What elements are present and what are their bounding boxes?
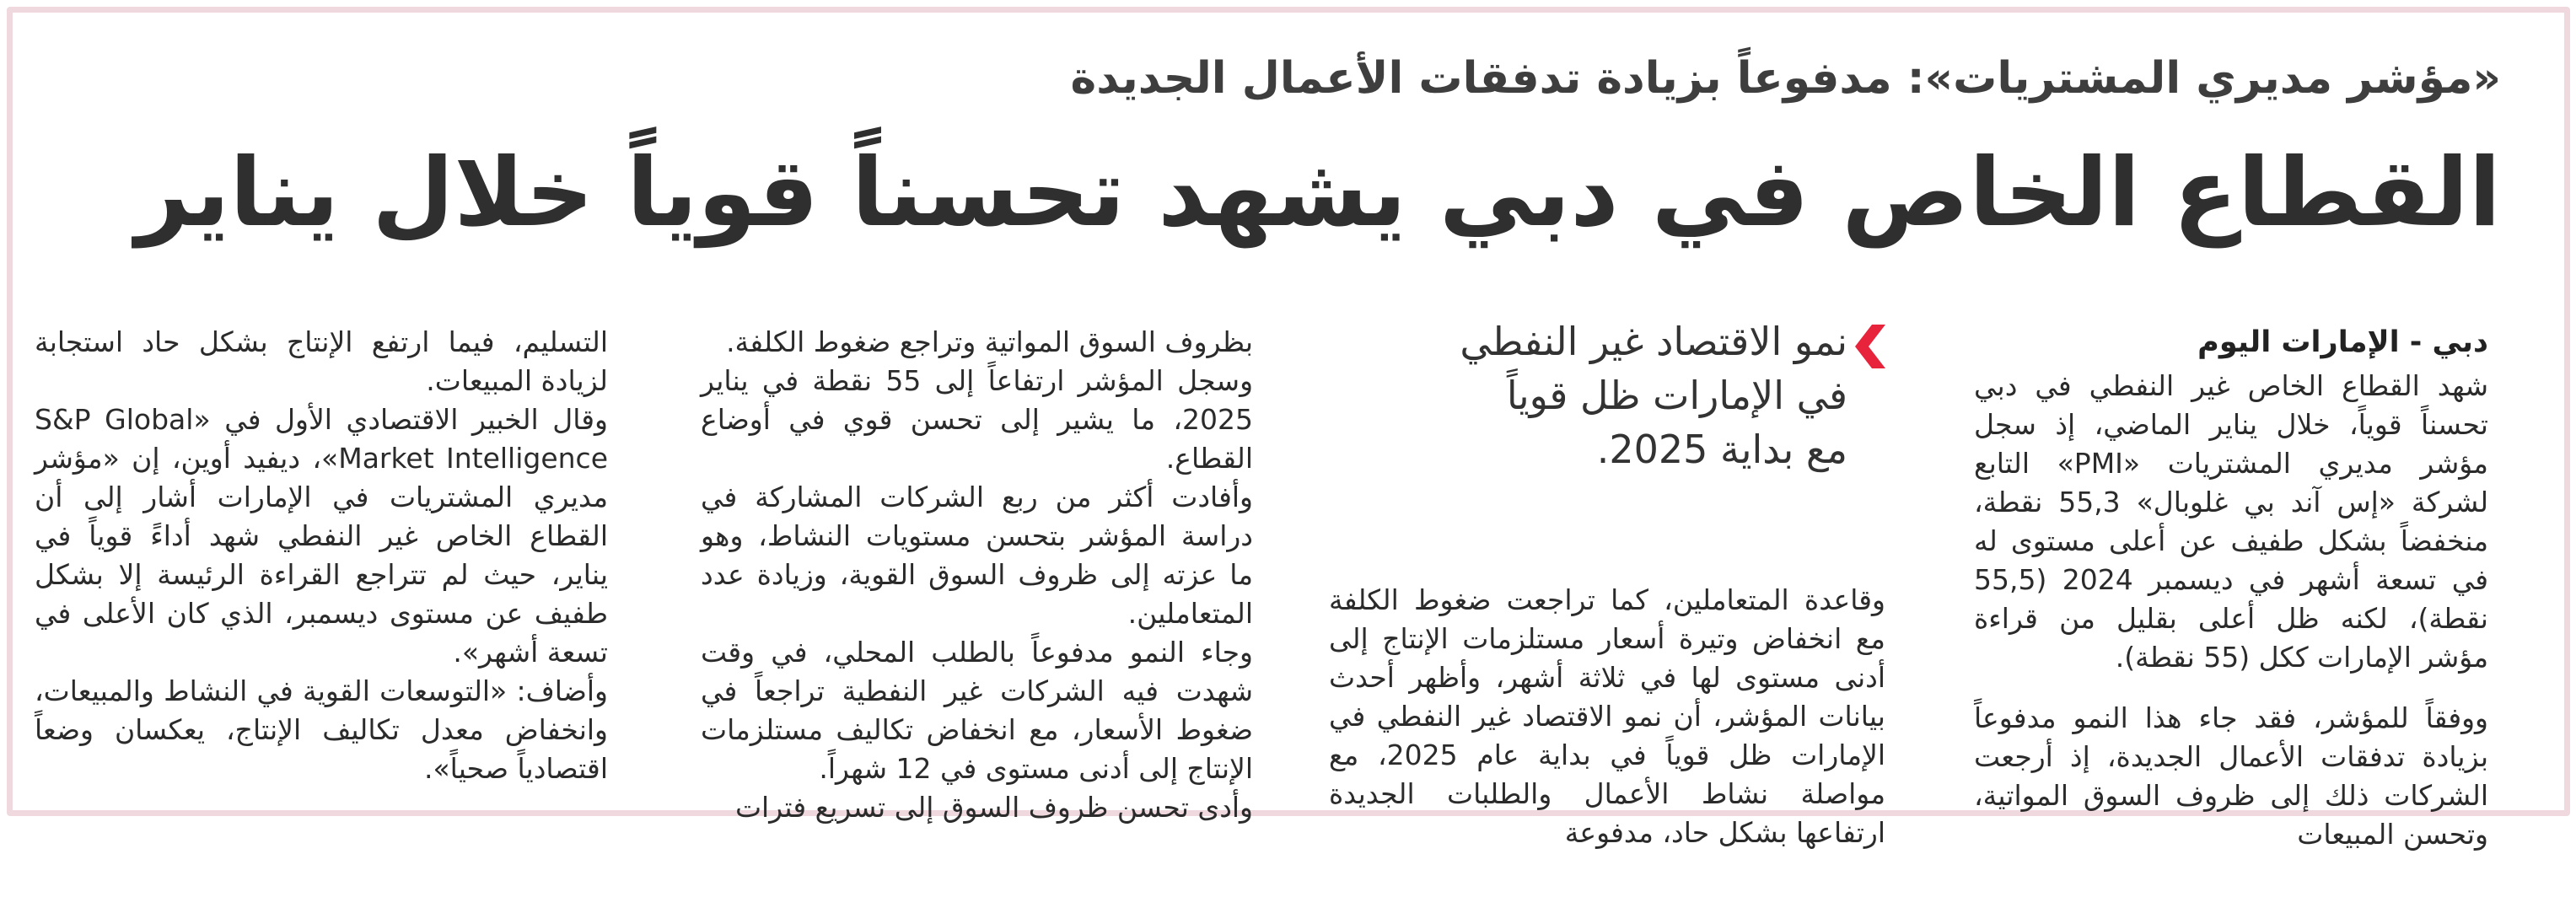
article-frame	[7, 7, 2570, 851]
paragraph: التسليم، فيما ارتفع الإنتاج بشكل حاد استجابة لزيادة المبيعات.	[35, 325, 608, 397]
chevron-left-icon	[1855, 325, 1885, 368]
byline-source: الإمارات اليوم	[2197, 325, 2400, 359]
paragraph: ووفقاً للمؤشر، فقد جاء هذا النمو مدفوعاً بزيادة تدفقات الأعمال الجديدة، إذ أرجعت الشركات ذلك إلى ظروف السوق المواتية، وتحسن المبيعات	[1974, 701, 2488, 851]
article-kicker: «مؤشر مديري المشتريات»: مدفوعاً بزيادة تدفقات الأعمال الجديدة	[1070, 53, 2501, 104]
article-column-4	[35, 323, 608, 788]
paragraph: وسجل المؤشر ارتفاعاً إلى 55 نقطة في يناير 2025، ما يشير إلى تحسن قوي في أوضاع القطاع.	[701, 364, 1254, 475]
paragraph: وجاء النمو مدفوعاً بالطلب المحلي، في وقت شهدت فيه الشركات غير النفطية تراجعاً في ضغوط الأسعار، مع انخفاض تكاليف مستلزمات الإنتاج إلى أدنى مستوى في 12 شهراً.	[701, 636, 1253, 785]
paragraph: شهد القطاع الخاص غير النفطي في دبي تحسناً قوياً، خلال يناير الماضي، إذ سجل مؤشر مديري المشتريات «PMI» التابع لشركة «إس آند بي غلوبال» 55,3 نقطة، منخفضاً بشكل طفيف عن أعلى مستوى له في تسعة أشهر في ديسمبر 2024 (55,5 نقطة)، لكنه ظل أعلى بقليل من قراءة مؤشر الإمارات ككل (55 نقطة).	[1974, 369, 2488, 674]
pull-quote-line: مع بداية 2025.	[1596, 427, 1847, 472]
paragraph: بظروف السوق المواتية وتراجع ضغوط الكلفة.	[726, 325, 1253, 358]
byline	[1974, 323, 2488, 362]
article-column-3	[701, 323, 1253, 827]
pull-quote-line: نمو الاقتصاد غير النفطي	[1460, 319, 1847, 364]
paragraph: وأفادت أكثر من ربع الشركات المشاركة في دراسة المؤشر بتحسن مستويات النشاط، وهو ما عزته إلى ظروف السوق القوية، وزيادة عدد المتعاملين.	[701, 481, 1253, 630]
article-headline: القطاع الخاص في دبي يشهد تحسناً قوياً خلال يناير	[135, 138, 2501, 248]
pull-quote-text	[1460, 314, 1847, 476]
paragraph: وقاعدة المتعاملين، كما تراجعت ضغوط الكلفة مع انخفاض وتيرة أسعار مستلزمات الإنتاج إلى أدنى مستوى لها في ثلاثة أشهر، وأظهر أحدث بيانات المؤشر، أن نمو الاقتصاد غير النفطي في الإمارات ظل قوياً في بداية عام 2025، مع مواصلة نشاط الأعمال والطلبات الجديدة ارتفاعها بشكل حاد، مدفوعة	[1329, 583, 1885, 849]
paragraph: وقال الخبير الاقتصادي الأول في «S&P Global Market Intelligence»، ديفيد أوين، إن «مؤشر مديري المشتريات في الإمارات أشار إلى أن القطاع الخاص غير النفطي شهد أداءً قوياً في يناير، حيث لم تتراجع القراءة الرئيسة إلا بشكل طفيف عن مستوى ديسمبر، الذي كان الأعلى في تسعة أشهر».	[35, 403, 609, 669]
byline-city: دبي	[2432, 325, 2488, 359]
pull-quote	[1329, 319, 1885, 534]
paragraph: وأدى تحسن ظروف السوق إلى تسريع فترات	[734, 791, 1253, 824]
paragraph: وأضاف: «التوسعات القوية في النشاط والمبيعات، وانخفاض معدل تكاليف الإنتاج، يعكسان وضعاً اقتصادياً صحياً».	[35, 674, 608, 785]
article-column-2	[1329, 319, 1885, 852]
byline-separator: -	[2399, 325, 2433, 359]
pull-quote-line: في الإمارات ظل قوياً	[1506, 373, 1847, 418]
article-column-1	[1974, 323, 2488, 854]
